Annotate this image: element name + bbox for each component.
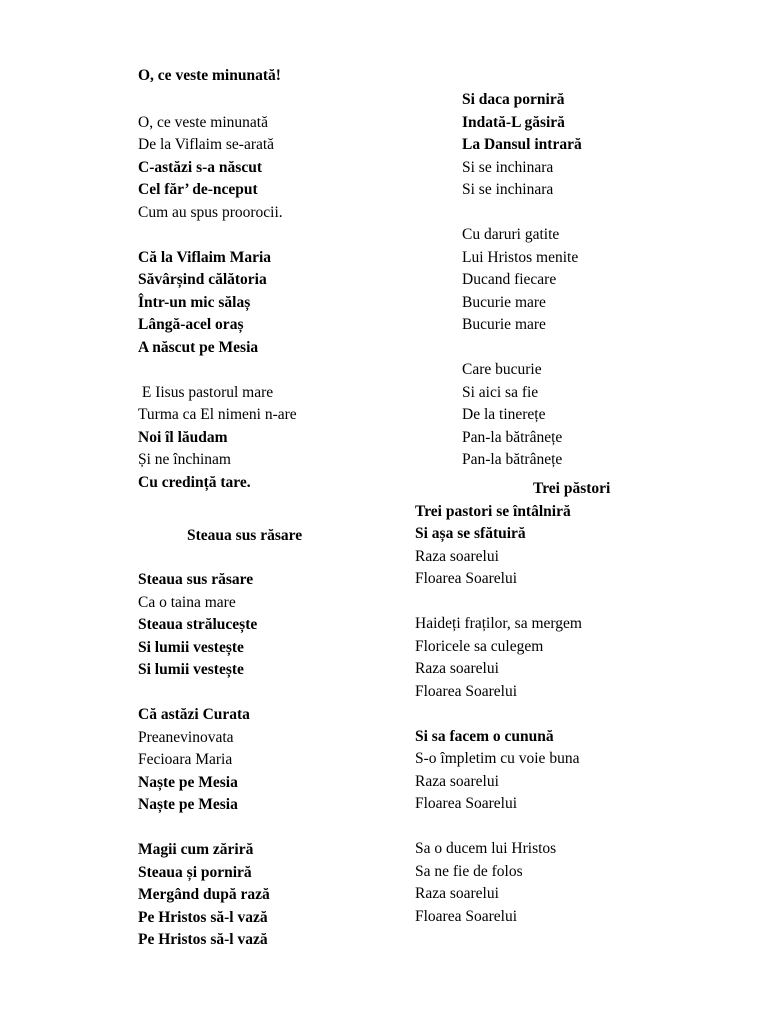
verse-line: Floarea Soarelui bbox=[415, 682, 518, 700]
verse-line: Haideți fraților, sa mergem bbox=[415, 615, 582, 632]
verse-line: Mergând după rază bbox=[138, 886, 270, 903]
verse-line: Noi îl lăudam bbox=[138, 428, 228, 446]
verse-line: Si se inchinara bbox=[462, 181, 554, 198]
verse-line: Lângă-acel oraș bbox=[138, 316, 244, 333]
stanza bbox=[462, 224, 715, 337]
verse-line: Floarea Soarelui bbox=[415, 570, 518, 587]
verse-line: Si lumii vestește bbox=[138, 638, 244, 656]
verse-line: Preanevinovata bbox=[138, 728, 234, 746]
verse-line: Cum au spus proorocii. bbox=[138, 203, 283, 221]
verse-line: Că la Viflaim Maria bbox=[138, 248, 272, 266]
verse-line: Cu daruri gatite bbox=[462, 226, 560, 243]
stanza bbox=[138, 112, 438, 225]
verse-line: Lui Hristos menite bbox=[462, 248, 579, 266]
verse-line: O, ce veste minunată bbox=[138, 113, 268, 131]
verse-line: Bucurie mare bbox=[462, 316, 546, 333]
song-title: Steaua sus răsare bbox=[187, 526, 303, 544]
verse-line: Într-un mic sălaș bbox=[138, 293, 251, 311]
verse-line: Cel făr’ de-nceput bbox=[138, 181, 258, 198]
verse-line: Si așa se sfătuiră bbox=[415, 525, 526, 542]
stanza bbox=[415, 501, 715, 591]
verse-line: Si se inchinara bbox=[462, 158, 554, 176]
song-title: O, ce veste minunată! bbox=[138, 67, 281, 84]
verse-line: Fecioara Maria bbox=[138, 751, 233, 768]
right-column bbox=[415, 89, 715, 951]
verse-line: Pan-la bătrânețe bbox=[462, 428, 563, 446]
verse-line: Floarea Soarelui bbox=[415, 795, 518, 812]
verse-line: Care bucurie bbox=[462, 361, 542, 378]
verse-line: Si daca porniră bbox=[462, 91, 565, 108]
verse-line: Raza soarelui bbox=[415, 885, 499, 902]
verse-line: Turma ca El nimeni n-are bbox=[138, 406, 297, 423]
stanza bbox=[415, 726, 715, 816]
verse-line: A născut pe Mesia bbox=[138, 338, 259, 356]
verse-line: Că astăzi Curata bbox=[138, 706, 250, 723]
stanza bbox=[415, 613, 715, 703]
verse-line: Ca o taina mare bbox=[138, 593, 236, 611]
verse-line: Cu credință tare. bbox=[138, 473, 251, 491]
verse-line: Și ne închinam bbox=[138, 451, 231, 468]
verse-line: Pe Hristos să-l vază bbox=[138, 931, 268, 948]
verse-line: Bucurie mare bbox=[462, 293, 546, 311]
verse-line: Săvârșind călătoria bbox=[138, 271, 267, 288]
verse-line: Steaua și porniră bbox=[138, 863, 252, 881]
verse-line: C-astăzi s-a născut bbox=[138, 158, 262, 176]
verse-line: Indată-L găsiră bbox=[462, 113, 565, 131]
verse-line: Si sa facem o cunună bbox=[415, 727, 554, 745]
verse-line: Pe Hristos să-l vază bbox=[138, 908, 268, 926]
verse-line: Floricele sa culegem bbox=[415, 637, 544, 655]
verse-line: Raza soarelui bbox=[415, 772, 499, 790]
verse-line: Sa ne fie de folos bbox=[415, 862, 523, 880]
verse-line: Naște pe Mesia bbox=[138, 796, 238, 813]
verse-line: Pan-la bătrânețe bbox=[462, 451, 563, 468]
stanza bbox=[138, 704, 438, 817]
verse-line: Sa o ducem lui Hristos bbox=[415, 840, 557, 857]
verse-line: La Dansul intrară bbox=[462, 136, 582, 153]
verse-line: De la tinerețe bbox=[462, 406, 546, 423]
verse-line: Steaua sus răsare bbox=[138, 571, 254, 588]
stanza bbox=[138, 247, 438, 360]
verse-line: Ducand fiecare bbox=[462, 271, 557, 288]
song-title: Trei păstori bbox=[533, 480, 611, 497]
stanza bbox=[462, 89, 715, 202]
stanza bbox=[138, 839, 438, 952]
verse-line: S-o împletim cu voie buna bbox=[415, 750, 580, 767]
verse-line: E Iisus pastorul mare bbox=[138, 383, 274, 401]
verse-line: Steaua strălucește bbox=[138, 616, 258, 633]
stanza bbox=[415, 838, 715, 928]
verse-line: Si aici sa fie bbox=[462, 383, 539, 401]
stanza bbox=[462, 359, 715, 472]
verse-line: Trei pastori se întâlniră bbox=[415, 502, 571, 520]
verse-line: Floarea Soarelui bbox=[415, 907, 518, 925]
verse-line: Raza soarelui bbox=[415, 547, 499, 565]
verse-line: De la Viflaim se-arată bbox=[138, 136, 275, 153]
stanza bbox=[138, 382, 438, 495]
verse-line: Naște pe Mesia bbox=[138, 773, 238, 791]
verse-line: Si lumii vestește bbox=[138, 661, 244, 678]
left-column bbox=[138, 65, 438, 974]
verse-line: Raza soarelui bbox=[415, 660, 499, 677]
verse-line: Magii cum zăriră bbox=[138, 841, 254, 858]
stanza bbox=[138, 569, 438, 682]
